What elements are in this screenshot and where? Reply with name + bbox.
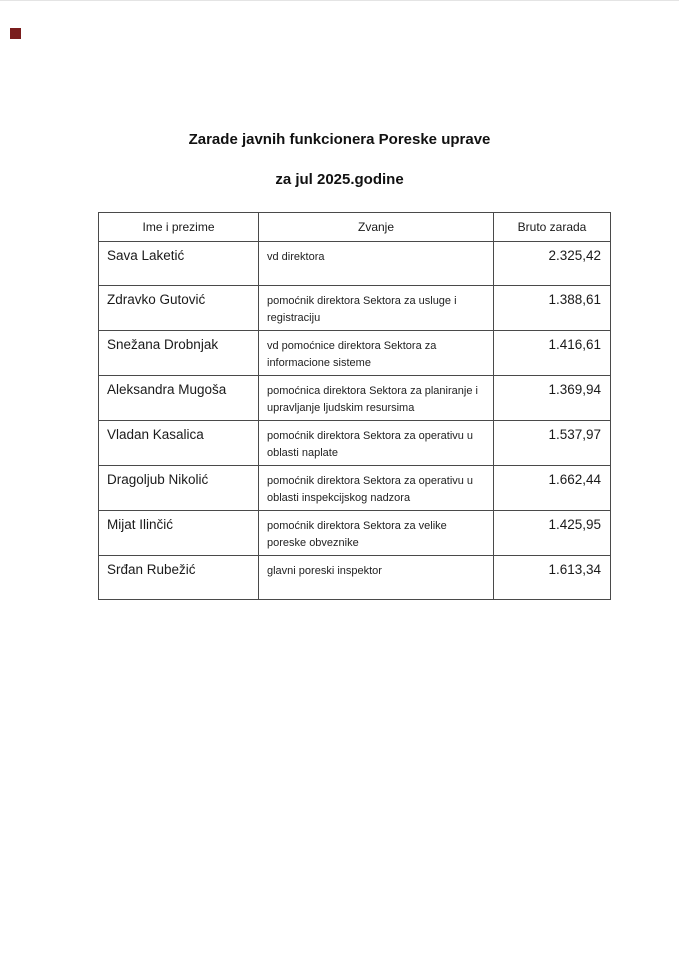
title-line-1: Zarade javnih funkcionera Poreske uprave bbox=[188, 131, 491, 148]
cell-salary: 1.369,94 bbox=[494, 376, 611, 421]
cell-salary: 1.537,97 bbox=[494, 421, 611, 466]
cell-name: Dragoljub Nikolić bbox=[99, 466, 259, 511]
cell-title: vd direktora bbox=[259, 242, 494, 286]
cell-salary: 1.388,61 bbox=[494, 286, 611, 331]
cell-name: Aleksandra Mugoša bbox=[99, 376, 259, 421]
cell-title: pomoćnik direktora Sektora za operativu u oblasti naplate bbox=[259, 421, 494, 466]
cell-salary: 2.325,42 bbox=[494, 242, 611, 286]
document-title bbox=[0, 132, 679, 188]
table-header-row bbox=[99, 213, 611, 242]
table-row bbox=[99, 421, 611, 466]
cell-title: vd pomoćnice direktora Sektora za informacione sisteme bbox=[259, 331, 494, 376]
table-row bbox=[99, 466, 611, 511]
cell-salary: 1.416,61 bbox=[494, 331, 611, 376]
salary-table bbox=[98, 212, 611, 600]
cell-title: pomoćnica direktora Sektora za planiranje i upravljanje ljudskim resursima bbox=[259, 376, 494, 421]
table-row bbox=[99, 331, 611, 376]
cell-salary: 1.613,34 bbox=[494, 556, 611, 600]
cell-name: Zdravko Gutović bbox=[99, 286, 259, 331]
table-row bbox=[99, 242, 611, 286]
cell-title: glavni poreski inspektor bbox=[259, 556, 494, 600]
cell-name: Srđan Rubežić bbox=[99, 556, 259, 600]
cell-salary: 1.425,95 bbox=[494, 511, 611, 556]
column-header-name: Ime i prezime bbox=[99, 213, 259, 242]
cell-name: Mijat Ilinčić bbox=[99, 511, 259, 556]
cell-name: Sava Laketić bbox=[99, 242, 259, 286]
cell-name: Vladan Kasalica bbox=[99, 421, 259, 466]
table-row bbox=[99, 511, 611, 556]
cell-title: pomoćnik direktora Sektora za operativu u oblasti inspekcijskog nadzora bbox=[259, 466, 494, 511]
column-header-title: Zvanje bbox=[259, 213, 494, 242]
table-row bbox=[99, 556, 611, 600]
column-header-salary: Bruto zarada bbox=[494, 213, 611, 242]
cell-title: pomoćnik direktora Sektora za usluge i registraciju bbox=[259, 286, 494, 331]
cell-salary: 1.662,44 bbox=[494, 466, 611, 511]
cell-name: Snežana Drobnjak bbox=[99, 331, 259, 376]
corner-marker bbox=[10, 28, 21, 39]
table-row bbox=[99, 376, 611, 421]
table-row bbox=[99, 286, 611, 331]
title-line-2: za jul 2025.godine bbox=[275, 170, 404, 188]
cell-title: pomoćnik direktora Sektora za velike poreske obveznike bbox=[259, 511, 494, 556]
